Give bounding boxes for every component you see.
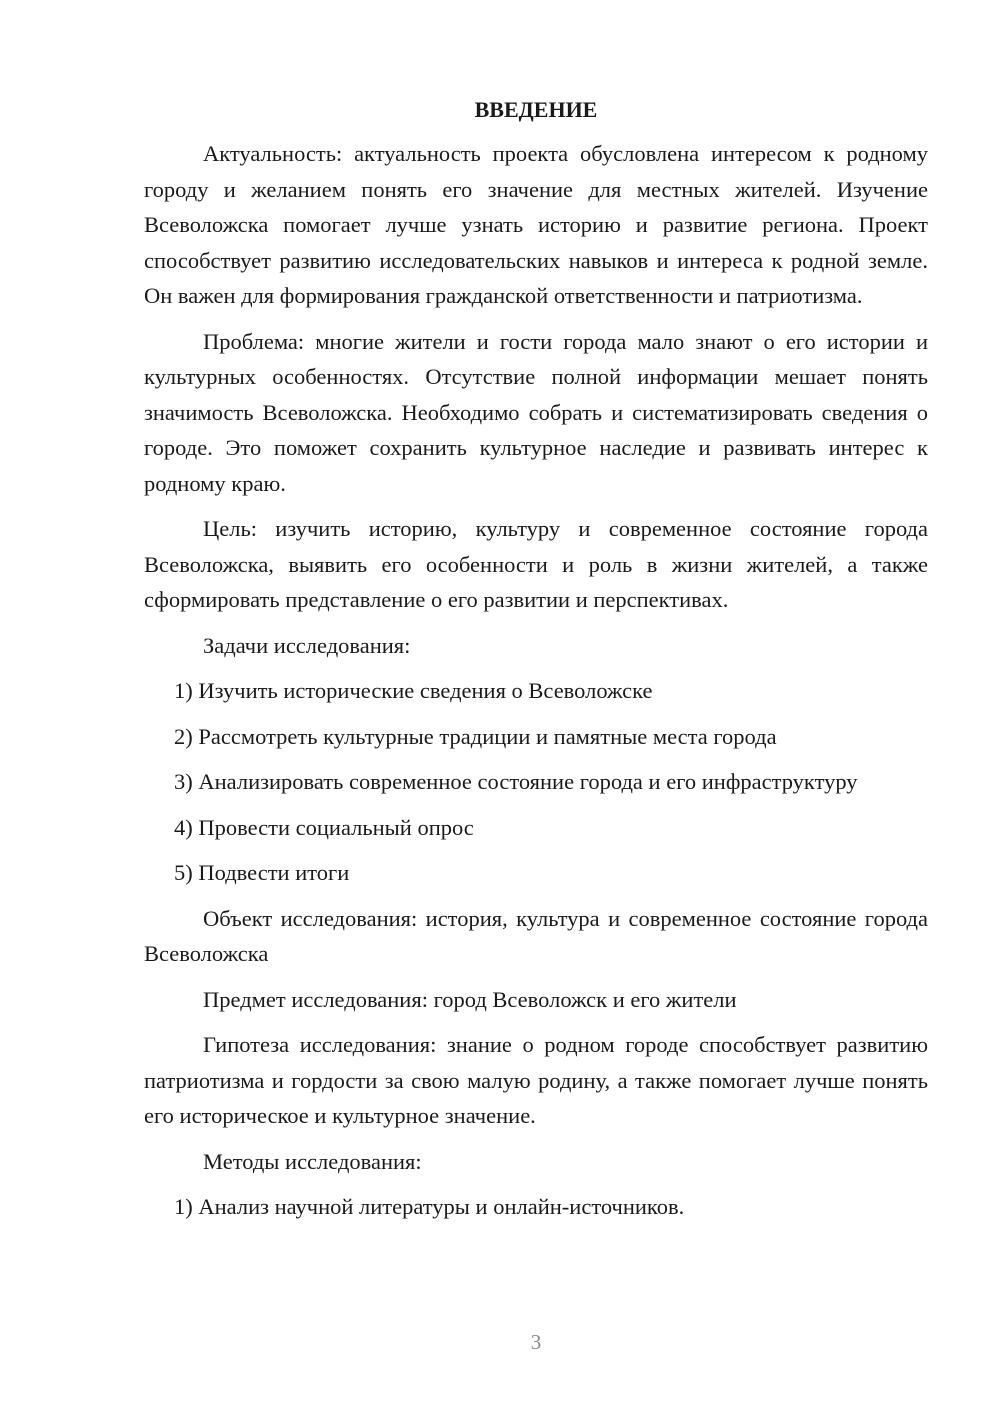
object-paragraph: Объект исследования: история, культура и современное состояние города Всеволожска [144,905,928,966]
task-item-4: 4) Провести социальный опрос [174,814,474,840]
task-item-1: 1) Изучить исторические сведения о Всеволожске [174,678,653,703]
task-item-2: 2) Рассмотреть культурные традиции и памятные места города [174,723,777,749]
tasks-title: Задачи исследования: [203,632,411,658]
page-number: 3 [530,1330,542,1354]
task-item-3: 3) Анализировать современное состояние города и его инфраструктуру [174,769,858,794]
section-heading: ВВЕДЕНИЕ [474,97,598,122]
problem-paragraph: Проблема: многие жители и гости города мало знают о его истории и культурных особенностях. Отсутствие полной информации мешает понять значимость Всеволожска. Необходимо собрать и систематизировать сведения о городе. Это поможет сохранить культурное наследие и развивать интерес к родному краю. [144,328,928,496]
subject-paragraph: Предмет исследования: город Всеволожск и его жители [203,986,737,1012]
methods-title: Методы исследования: [203,1148,422,1174]
method-item-1: 1) Анализ научной литературы и онлайн-источников. [174,1194,685,1219]
goal-paragraph: Цель: изучить историю, культуру и современное состояние города Всеволожска, выявить его особенности и роль в жизни жителей, а также сформировать представление о его развитии и перспективах. [144,516,928,612]
hypothesis-paragraph: Гипотеза исследования: знание о родном городе способствует развитию патриотизма и гордости за свою малую родину, а также помогает лучше понять его историческое и культурное значение. [144,1032,928,1128]
relevance-paragraph: Актуальность: актуальность проекта обусловлена интересом к родному городу и желанием понять его значение для местных жителей. Изучение Всеволожска помогает лучше узнать историю и развитие региона. Проект способствует развитию исследовательских навыков и интереса к родной земле. Он важен для формирования гражданской ответственности и патриотизма. [144,141,928,308]
page-content [144,92,928,1235]
task-item-5: 5) Подвести итоги [174,860,350,885]
